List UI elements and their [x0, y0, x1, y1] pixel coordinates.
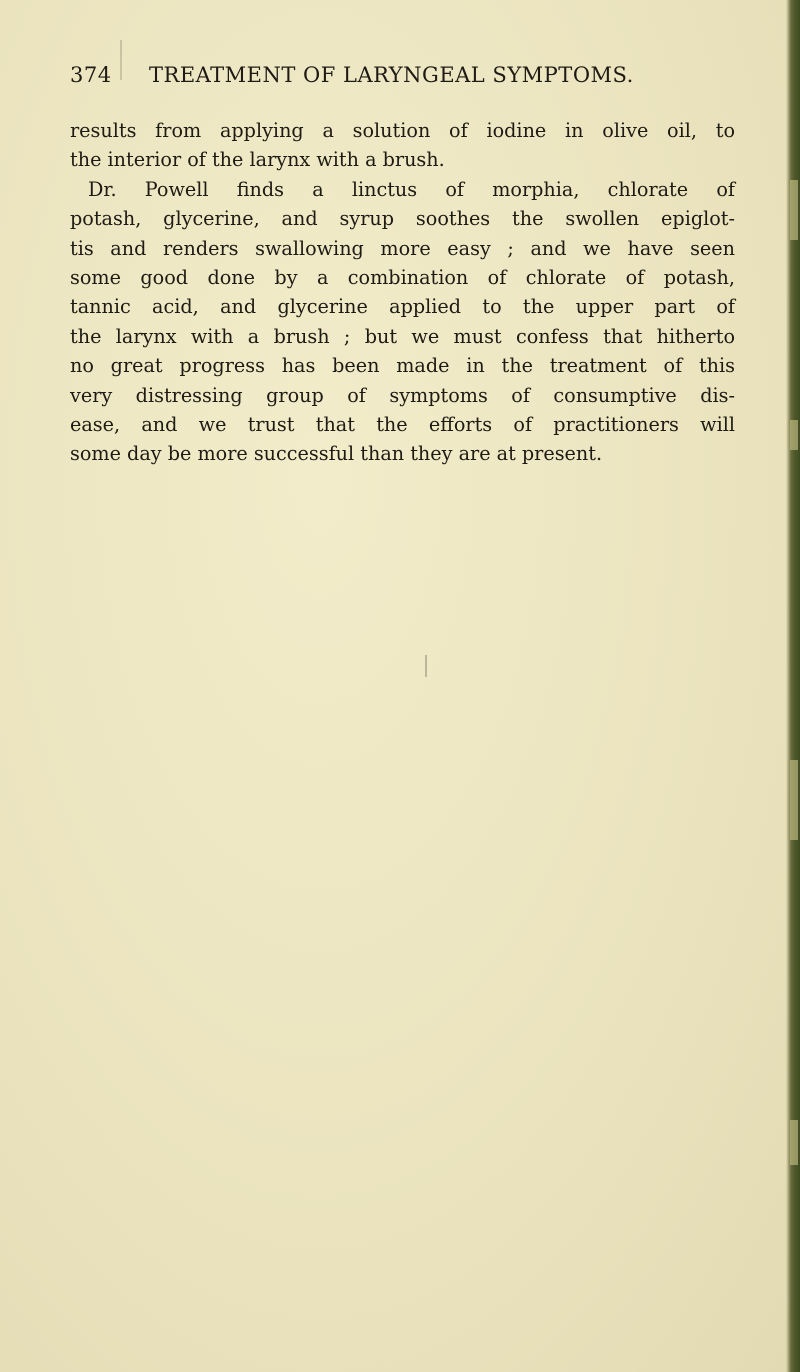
text-line: some good done by a combination of chlorate of potash, [70, 265, 735, 289]
text-line: tis and renders swallowing more easy ; and we have seen [70, 236, 735, 260]
text-line: very distressing group of symptoms of consumptive dis- [70, 383, 735, 407]
running-title: TREATMENT OF LARYNGEAL SYMPTOMS. [149, 63, 634, 87]
text-line: some day be more successful than they are at present. [70, 442, 603, 466]
text-line: ease, and we trust that the efforts of practitioners will [70, 412, 735, 436]
page-number: 374 [70, 63, 112, 87]
text-line: potash, glycerine, and syrup soothes the swollen epiglot- [70, 207, 735, 231]
paper-speck [425, 655, 427, 677]
text-line: the larynx with a brush ; but we must confess that hitherto [70, 324, 735, 348]
text-line: results from applying a solution of iodine in olive oil, to [70, 119, 735, 142]
page-header [70, 63, 740, 93]
page-edge-shadow [786, 0, 800, 1372]
paper-speck [120, 40, 122, 80]
text-line: tannic acid, and glycerine applied to the upper part of [70, 295, 735, 319]
body-text [70, 116, 735, 469]
text-line: no great progress has been made in the treatment of this [70, 354, 735, 378]
text-line: the interior of the larynx with a brush. [70, 148, 445, 172]
text-line: Dr. Powell finds a linctus of morphia, chlorate of [88, 177, 735, 201]
